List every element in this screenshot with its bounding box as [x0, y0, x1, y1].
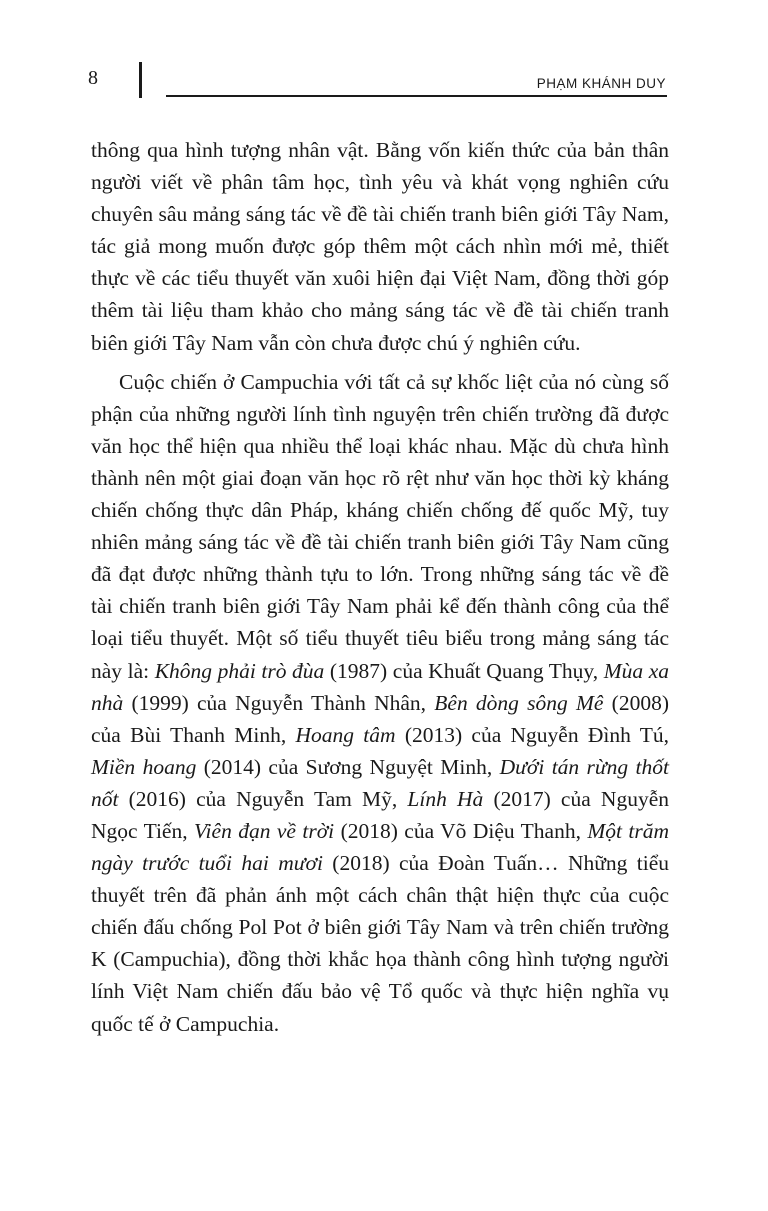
work-title: Không phải trò đùa — [154, 658, 325, 683]
work-title: Miền hoang — [91, 754, 197, 779]
work-title: Mùa xa nhà — [91, 658, 670, 715]
paragraph-1: thông qua hình tượng nhân vật. Bằng vốn kiến thức của bản thân người viết về phân tâm học, tình yêu và khát vọng nghiên cứu chuyên sâu mảng sáng tác về đề tài chiến tranh biên giới Tây Nam, tác giả mong muốn được góp thêm một cách nhìn mới mẻ, thiết thực về các tiểu thuyết văn xuôi hiện đại Việt Nam, đồng thời góp thêm tài liệu tham khảo cho mảng sáng tác về đề tài chiến tranh biên giới Tây Nam vẫn còn chưa được chú ý nghiên cứu. — [91, 138, 669, 355]
work-detail: (2018) của Võ Diệu Thanh, — [334, 818, 588, 843]
work-title: Lính Hà — [407, 786, 484, 811]
work-detail: (2014) của Sương Nguyệt Minh, — [196, 754, 500, 779]
paragraph-2 — [91, 366, 669, 1040]
work-detail: (1999) của Nguyễn Thành Nhân, — [123, 690, 435, 715]
work-title: Một trăm ngày trước tuổi hai mươi — [91, 818, 670, 876]
page-number: 8 — [88, 67, 98, 89]
work-title: Hoang tâm — [295, 722, 396, 747]
body-text — [91, 134, 669, 1040]
work-detail: (2013) của Nguyễn Đình Tú, — [395, 722, 670, 747]
work-title: Dưới tán rừng thốt nốt — [91, 754, 669, 811]
work-detail: (2018) của Đoàn Tuấn… — [322, 851, 568, 876]
running-head-author: PHẠM KHÁNH DUY — [536, 76, 666, 91]
work-detail: (2017) của Nguyễn Ngọc Tiến, — [91, 786, 669, 843]
paragraph-2-conclusion: Những tiểu thuyết trên đã phản ánh một cách chân thật hiện thực của cuộc chiến đấu chống Pol Pot ở biên giới Tây Nam và trên chiến trường K (Campuchia), đồng thời khắc họa thành công hình tượng người lính Việt Nam chiến đấu bảo vệ Tổ quốc và thực hiện nghĩa vụ quốc tế ở Campuchia. — [91, 851, 670, 1036]
work-title: Viên đạn về trời — [194, 818, 335, 843]
work-title: Bên dòng sông Mê — [434, 690, 604, 715]
header-horizontal-rule — [166, 95, 667, 97]
work-detail: (2008) của Bùi Thanh Minh, — [91, 690, 669, 747]
header-vertical-rule — [139, 62, 142, 98]
work-detail: (1987) của Khuất Quang Thụy, — [324, 658, 604, 683]
paragraph-2-intro: Cuộc chiến ở Campuchia với tất cả sự khốc liệt của nó cùng số phận của những người lính tình nguyện trên chiến trường đã được văn học thể hiện qua nhiều thể loại khác nhau. Mặc dù chưa hình thành nên một giai đoạn văn học rõ rệt như văn học thời kỳ kháng chiến chống thực dân Pháp, kháng chiến chống đế quốc Mỹ, tuy nhiên mảng sáng tác về đề tài chiến tranh biên giới Tây Nam cũng đã đạt được những thành tựu to lớn. Trong những sáng tác về đề tài chiến tranh biên giới Tây Nam phải kể đến thành công của thể loại tiểu thuyết. Một số tiểu thuyết tiêu biểu trong mảng sáng tác này là: — [91, 369, 669, 683]
work-detail: (2016) của Nguyễn Tam Mỹ, — [118, 786, 408, 811]
